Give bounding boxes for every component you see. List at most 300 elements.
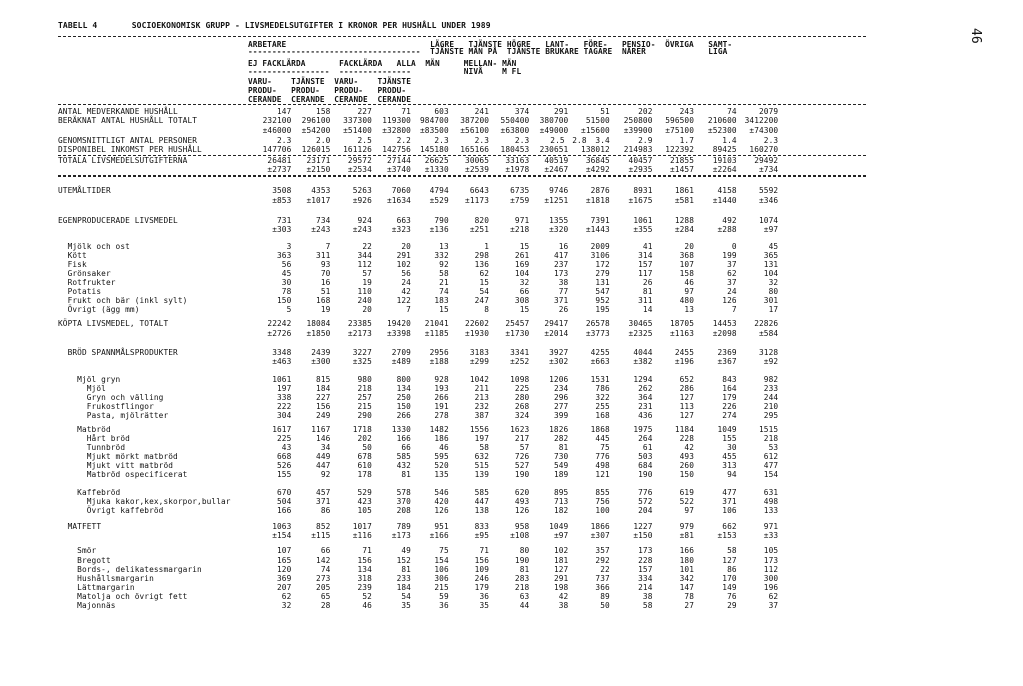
row-label: Smör bbox=[58, 546, 97, 555]
table-cell: 13 bbox=[684, 305, 694, 314]
table-cell: 101 bbox=[679, 565, 694, 574]
row-label: Majonnäs bbox=[58, 601, 116, 610]
table-cell: 63 bbox=[519, 592, 530, 601]
table-cell: 3412200 bbox=[744, 116, 779, 125]
table-cell: 164 bbox=[722, 384, 737, 393]
table-cell: 70 bbox=[320, 269, 331, 278]
table-cell: 179 bbox=[722, 393, 737, 402]
table-cell: 255 bbox=[595, 402, 610, 411]
table-cell: 498 bbox=[763, 497, 779, 506]
table-cell: 332 bbox=[434, 251, 449, 260]
table-cell: 168 bbox=[595, 411, 610, 420]
table-cell: 180453 bbox=[500, 145, 530, 154]
table-cell: 190 bbox=[514, 556, 530, 565]
table-cell: 150 bbox=[396, 402, 411, 411]
table-cell: 28 bbox=[320, 601, 331, 610]
table-cell: 157 bbox=[638, 565, 653, 574]
table-cell: 45 bbox=[281, 269, 292, 278]
table-cell: 30065 bbox=[465, 156, 490, 165]
table-cell: 211 bbox=[474, 384, 490, 393]
table-cell: 217 bbox=[514, 434, 530, 443]
table-cell: 35 bbox=[479, 601, 490, 610]
table-cell: 620 bbox=[514, 488, 530, 497]
table-cell: 106 bbox=[722, 506, 737, 515]
table-cell: 585 bbox=[474, 488, 490, 497]
table-cell: 22 bbox=[600, 565, 610, 574]
row-label: Bregott bbox=[58, 556, 111, 565]
table-cell: 726 bbox=[514, 452, 530, 461]
table-cell: 15 bbox=[519, 242, 530, 251]
table-cell: 982 bbox=[763, 375, 779, 384]
table-cell: 5263 bbox=[352, 186, 372, 195]
table-cell: ±252 bbox=[510, 357, 530, 366]
table-cell: 296 bbox=[553, 393, 569, 402]
table-cell: 93 bbox=[320, 260, 331, 269]
table-cell: 246 bbox=[474, 574, 490, 583]
table-cell: ±302 bbox=[549, 357, 569, 366]
table-cell: 3341 bbox=[510, 348, 530, 357]
table-cell: 122 bbox=[396, 296, 411, 305]
table-cell: 20 bbox=[684, 242, 694, 251]
table-cell: ±2534 bbox=[347, 165, 372, 174]
table-cell: ±323 bbox=[391, 225, 411, 234]
table-cell: 492 bbox=[722, 216, 737, 225]
table-cell: ±1675 bbox=[628, 196, 653, 205]
table-cell: 46 bbox=[439, 443, 449, 452]
table-cell: 150 bbox=[679, 470, 694, 479]
table-cell: 262 bbox=[638, 384, 653, 393]
row-label: Mjukt vitt matbröd bbox=[58, 461, 174, 470]
table-cell: 30465 bbox=[628, 319, 653, 328]
table-cell: ±92 bbox=[763, 357, 779, 366]
table-cell: 190 bbox=[514, 470, 530, 479]
table-cell: 27 bbox=[684, 601, 694, 610]
table-cell: 22826 bbox=[754, 319, 779, 328]
table-cell: 182 bbox=[553, 506, 569, 515]
table-cell: 74 bbox=[320, 565, 331, 574]
table-cell: 2.5 bbox=[550, 136, 565, 145]
table-cell: 6735 bbox=[510, 186, 530, 195]
table-cell: 304 bbox=[277, 411, 292, 420]
table-cell: 526 bbox=[277, 461, 292, 470]
table-cell: ±1634 bbox=[386, 196, 411, 205]
table-cell: ±489 bbox=[391, 357, 411, 366]
table-cell: 1515 bbox=[758, 425, 779, 434]
table-cell: 273 bbox=[316, 574, 331, 583]
table-cell: ±853 bbox=[272, 196, 292, 205]
table-cell: 218 bbox=[763, 434, 779, 443]
table-cell: 215 bbox=[357, 402, 372, 411]
table-cell: 357 bbox=[595, 546, 610, 555]
table-cell: 1330 bbox=[391, 425, 411, 434]
table-cell: 368 bbox=[679, 251, 694, 260]
table-cell: ±74300 bbox=[749, 126, 779, 135]
table-cell: 126 bbox=[722, 296, 737, 305]
table-cell: 249 bbox=[316, 411, 331, 420]
table-cell: 5592 bbox=[758, 186, 779, 195]
table-cell: 158 bbox=[679, 269, 694, 278]
table-cell: 610 bbox=[357, 461, 372, 470]
table-cell: 550400 bbox=[500, 116, 530, 125]
table-cell: 43 bbox=[281, 443, 292, 452]
table-cell: 120 bbox=[277, 565, 292, 574]
table-cell: ±136 bbox=[429, 225, 449, 234]
table-cell: 286 bbox=[679, 384, 694, 393]
table-cell: ±1330 bbox=[424, 165, 449, 174]
table-cell: 131 bbox=[763, 260, 779, 269]
table-cell: 207 bbox=[277, 583, 292, 592]
row-label: Mjöl bbox=[58, 384, 106, 393]
table-cell: 1868 bbox=[590, 425, 610, 434]
table-cell: 250800 bbox=[623, 116, 653, 125]
table-cell: 152 bbox=[396, 556, 411, 565]
table-cell: 3348 bbox=[272, 348, 292, 357]
table-cell: 2369 bbox=[717, 348, 737, 357]
table-cell: 1184 bbox=[674, 425, 694, 434]
table-cell: 30 bbox=[281, 278, 292, 287]
table-cell: ±367 bbox=[717, 357, 737, 366]
row-label: Mjukt mörkt matbröd bbox=[58, 452, 178, 461]
table-cell: 1355 bbox=[549, 216, 569, 225]
table-cell: 127 bbox=[722, 556, 737, 565]
table-cell: 112 bbox=[763, 565, 779, 574]
table-cell: 170 bbox=[722, 574, 737, 583]
table-cell: 38 bbox=[558, 278, 569, 287]
table-cell: ±75100 bbox=[665, 126, 694, 135]
table-cell: 160270 bbox=[749, 145, 779, 154]
table-cell: 311 bbox=[316, 251, 331, 260]
table-cell: 49 bbox=[401, 546, 411, 555]
table-cell: 14453 bbox=[712, 319, 737, 328]
table-cell: ±243 bbox=[311, 225, 331, 234]
row-label: Gryn och välling bbox=[58, 393, 164, 402]
row-label: Kött bbox=[58, 251, 87, 260]
table-cell: 2956 bbox=[429, 348, 449, 357]
table-cell: 204 bbox=[638, 506, 653, 515]
table-cell: 228 bbox=[679, 434, 694, 443]
table-cell: 198 bbox=[553, 583, 569, 592]
table-cell: 730 bbox=[553, 452, 569, 461]
table-cell: ±2539 bbox=[465, 165, 490, 174]
table-cell: 1531 bbox=[590, 375, 610, 384]
row-label: UTEMÅLTIDER bbox=[58, 186, 111, 195]
header-line: PRODU- PRODU- PRODU- PRODU- bbox=[248, 86, 407, 95]
table-cell: 135 bbox=[434, 470, 449, 479]
table-cell: 180 bbox=[679, 556, 694, 565]
table-cell: 984700 bbox=[420, 116, 449, 125]
table-cell: ±15600 bbox=[581, 126, 610, 135]
table-cell: 46 bbox=[684, 278, 694, 287]
table-cell: 1866 bbox=[590, 522, 610, 531]
table-cell: 852 bbox=[316, 522, 331, 531]
table-cell: 447 bbox=[474, 497, 490, 506]
table-cell: 26578 bbox=[585, 319, 610, 328]
table-cell: 1206 bbox=[549, 375, 569, 384]
table-cell: 980 bbox=[357, 375, 372, 384]
table-cell: 193 bbox=[434, 384, 449, 393]
table-cell: 86 bbox=[727, 565, 737, 574]
table-cell: ±1251 bbox=[544, 196, 569, 205]
table-cell: 145180 bbox=[420, 145, 449, 154]
table-cell: 958 bbox=[514, 522, 530, 531]
table-cell: ±1818 bbox=[585, 196, 610, 205]
table-cell: ±2173 bbox=[347, 329, 372, 338]
table-cell: 15 bbox=[479, 278, 490, 287]
table-cell: 94 bbox=[727, 470, 737, 479]
table-cell: 2.2 bbox=[396, 136, 411, 145]
table-cell: ±52300 bbox=[707, 126, 737, 135]
table-cell: 165 bbox=[277, 556, 292, 565]
table-cell: 225 bbox=[277, 434, 292, 443]
table-cell: 19 bbox=[362, 278, 372, 287]
table-cell: 36 bbox=[439, 601, 449, 610]
table-cell: 3508 bbox=[272, 186, 292, 195]
header-line: EJ FACKLÄRDA FACKLÄRDA ALLA MÄN MELLAN- MÄN bbox=[248, 59, 517, 68]
row-label: Matbröd bbox=[58, 425, 111, 434]
table-cell: 21855 bbox=[670, 156, 694, 165]
table-cell: 7060 bbox=[391, 186, 411, 195]
row-label: Bords-, delikatessmargarin bbox=[58, 565, 202, 574]
table-cell: 318 bbox=[357, 574, 372, 583]
table-cell: ±463 bbox=[272, 357, 292, 366]
table-cell: 81 bbox=[519, 565, 530, 574]
table-cell: 3927 bbox=[549, 348, 569, 357]
row-label: Mjuka kakor,kex,skorpor,bullar bbox=[58, 497, 231, 506]
table-cell: 42 bbox=[558, 592, 569, 601]
table-cell: 371 bbox=[316, 497, 331, 506]
table-cell: ±382 bbox=[633, 357, 653, 366]
table-cell: 585 bbox=[396, 452, 411, 461]
table-cell: ±56100 bbox=[460, 126, 490, 135]
table-cell: ±1185 bbox=[424, 329, 449, 338]
table-cell: ±355 bbox=[633, 225, 653, 234]
header-line: ----------------- --------------- NIVÅ M FL bbox=[248, 67, 522, 76]
row-label: Potatis bbox=[58, 287, 102, 296]
table-cell: 89425 bbox=[712, 145, 737, 154]
table-cell: 97 bbox=[684, 287, 694, 296]
table-cell: ±95 bbox=[474, 531, 490, 540]
table-cell: 228 bbox=[638, 556, 653, 565]
table-cell: 77 bbox=[558, 287, 569, 296]
table-cell: 102 bbox=[553, 546, 569, 555]
table-cell: 38 bbox=[558, 601, 569, 610]
table-cell: ±1930 bbox=[465, 329, 490, 338]
table-cell: 520 bbox=[434, 461, 449, 470]
table-cell: 154 bbox=[763, 470, 779, 479]
table-cell: 139 bbox=[474, 470, 490, 479]
table-cell: 1042 bbox=[469, 375, 490, 384]
table-cell: 133 bbox=[763, 506, 779, 515]
table-cell: 731 bbox=[277, 216, 292, 225]
table-cell: 213 bbox=[474, 393, 490, 402]
table-cell: 283 bbox=[514, 574, 530, 583]
row-label: KÖPTA LIVSMEDEL, TOTALT bbox=[58, 319, 169, 328]
table-cell: 195 bbox=[595, 305, 610, 314]
table-cell: 21041 bbox=[424, 319, 449, 328]
table-cell: 1 bbox=[484, 242, 490, 251]
table-cell: 107 bbox=[679, 260, 694, 269]
table-cell: 1.7 bbox=[679, 136, 694, 145]
table-cell: 1061 bbox=[272, 375, 292, 384]
table-cell: 75 bbox=[439, 546, 449, 555]
table-cell: 239 bbox=[357, 583, 372, 592]
table-cell: 308 bbox=[514, 296, 530, 305]
table-cell: 16 bbox=[320, 278, 331, 287]
table-cell: ±2014 bbox=[544, 329, 569, 338]
table-cell: 24 bbox=[727, 287, 737, 296]
table-cell: 66 bbox=[401, 443, 411, 452]
table-cell: 2709 bbox=[391, 348, 411, 357]
table-cell: 119300 bbox=[382, 116, 411, 125]
table-cell: 191 bbox=[434, 402, 449, 411]
table-cell: 344 bbox=[357, 251, 372, 260]
table-cell: 231 bbox=[638, 402, 653, 411]
table-cell: 342 bbox=[679, 574, 694, 583]
row-label: Pasta, mjölrätter bbox=[58, 411, 169, 420]
table-cell: 668 bbox=[277, 452, 292, 461]
table-cell: 820 bbox=[474, 216, 490, 225]
table-cell: ±284 bbox=[674, 225, 694, 234]
table-cell: 338 bbox=[277, 393, 292, 402]
table-cell: 107 bbox=[277, 546, 292, 555]
table-cell: 268 bbox=[514, 402, 530, 411]
table-cell: 3.4 bbox=[595, 136, 610, 145]
table-cell: 546 bbox=[434, 488, 449, 497]
table-cell: ±1730 bbox=[505, 329, 530, 338]
table-cell: 33163 bbox=[505, 156, 530, 165]
table-cell: ±303 bbox=[272, 225, 292, 234]
table-cell: ±97 bbox=[553, 531, 569, 540]
table-cell: 776 bbox=[638, 488, 653, 497]
row-label: GENOMSNITTLIGT ANTAL PERSONER bbox=[58, 136, 198, 145]
table-cell: 57 bbox=[519, 443, 530, 452]
table-cell: 136 bbox=[474, 260, 490, 269]
table-cell: 547 bbox=[595, 287, 610, 296]
row-label: Matolja och övrigt fett bbox=[58, 592, 188, 601]
table-cell: 189 bbox=[553, 470, 569, 479]
table-cell: 62 bbox=[479, 269, 490, 278]
table-cell: 24 bbox=[401, 278, 411, 287]
table-cell: 62 bbox=[727, 269, 737, 278]
table-cell: 298 bbox=[474, 251, 490, 260]
table-cell: 169 bbox=[514, 260, 530, 269]
table-cell: 19103 bbox=[712, 156, 737, 165]
table-cell: 371 bbox=[553, 296, 569, 305]
table-cell: 154 bbox=[434, 556, 449, 565]
table-cell: 14 bbox=[642, 305, 653, 314]
table-cell: 1227 bbox=[633, 522, 653, 531]
table-cell: 423 bbox=[357, 497, 372, 506]
table-cell: 1556 bbox=[469, 425, 490, 434]
table-cell: 445 bbox=[595, 434, 610, 443]
table-cell: 843 bbox=[722, 375, 737, 384]
table-cell: ±81 bbox=[679, 531, 694, 540]
row-label: ANTAL MEDVERKANDE HUSHÅLL bbox=[58, 107, 178, 116]
table-cell: ±153 bbox=[717, 531, 737, 540]
table-cell: ±2726 bbox=[267, 329, 292, 338]
table-cell: 237 bbox=[553, 260, 569, 269]
table-cell: 155 bbox=[722, 434, 737, 443]
row-label: Frukostflingor bbox=[58, 402, 154, 411]
table-cell: 37 bbox=[727, 260, 737, 269]
table-cell: 290 bbox=[357, 411, 372, 420]
table-cell: 449 bbox=[316, 452, 331, 461]
table-cell: ±188 bbox=[429, 357, 449, 366]
table-cell: 663 bbox=[396, 216, 411, 225]
table-cell: 32 bbox=[768, 278, 779, 287]
table-cell: 7 bbox=[731, 305, 737, 314]
table-cell: 365 bbox=[763, 251, 779, 260]
table-cell: 37 bbox=[768, 601, 779, 610]
table-cell: 1617 bbox=[272, 425, 292, 434]
table-cell: 102 bbox=[396, 260, 411, 269]
table-cell: ±1017 bbox=[306, 196, 331, 205]
table-cell: ±1163 bbox=[670, 329, 694, 338]
table-cell: ±83500 bbox=[420, 126, 449, 135]
table-cell: 20 bbox=[401, 242, 411, 251]
table-cell: 370 bbox=[396, 497, 411, 506]
table-cell: 122392 bbox=[665, 145, 694, 154]
table-cell: ±346 bbox=[758, 196, 779, 205]
table-cell: 0 bbox=[731, 242, 737, 251]
table-cell: 1482 bbox=[429, 425, 449, 434]
table-cell: 32 bbox=[281, 601, 292, 610]
table-cell: ±54200 bbox=[301, 126, 331, 135]
table-cell: 18084 bbox=[306, 319, 331, 328]
table-cell: 75 bbox=[600, 443, 610, 452]
table-cell: 952 bbox=[595, 296, 610, 305]
table-cell: 62 bbox=[281, 592, 292, 601]
table-cell: 158 bbox=[316, 107, 331, 116]
table-cell: 244 bbox=[763, 393, 779, 402]
table-cell: 157 bbox=[638, 260, 653, 269]
table-cell: 58 bbox=[642, 601, 653, 610]
table-cell: 3 bbox=[286, 242, 292, 251]
table-cell: 301 bbox=[763, 296, 779, 305]
table-cell: ±2737 bbox=[267, 165, 292, 174]
row-label: BRÖD SPANNMÅLSPRODUKTER bbox=[58, 348, 178, 357]
table-cell: 7 bbox=[325, 242, 331, 251]
table-cell: 13 bbox=[439, 242, 449, 251]
table-cell: 447 bbox=[316, 461, 331, 470]
table-cell: 334 bbox=[638, 574, 653, 583]
table-cell: 184 bbox=[316, 384, 331, 393]
table-cell: 503 bbox=[638, 452, 653, 461]
table-cell: 138 bbox=[474, 506, 490, 515]
table-cell: 928 bbox=[434, 375, 449, 384]
table-cell: 4044 bbox=[633, 348, 653, 357]
table-cell: 215 bbox=[434, 583, 449, 592]
table-cell: 51 bbox=[600, 107, 610, 116]
table-cell: 29417 bbox=[544, 319, 569, 328]
table-cell: 1861 bbox=[674, 186, 694, 195]
table-cell: 80 bbox=[519, 546, 530, 555]
table-cell: 1049 bbox=[549, 522, 569, 531]
table-cell: 2079 bbox=[758, 107, 779, 116]
table-cell: 371 bbox=[722, 497, 737, 506]
table-cell: 26625 bbox=[424, 156, 449, 165]
row-label: Övrigt kaffebröd bbox=[58, 506, 164, 515]
table-cell: 46 bbox=[362, 601, 372, 610]
row-label: TOTALA LIVSMEDELSUTGIFTERNA bbox=[58, 156, 188, 165]
table-cell: ±734 bbox=[758, 165, 779, 174]
row-label: BERÄKNAT ANTAL HUSHÅLL TOTALT bbox=[58, 116, 198, 125]
table-cell: 147 bbox=[277, 107, 292, 116]
table-cell: 71 bbox=[479, 546, 490, 555]
table-cell: 178 bbox=[357, 470, 372, 479]
table-cell: 202 bbox=[638, 107, 653, 116]
table-cell: 142756 bbox=[382, 145, 411, 154]
